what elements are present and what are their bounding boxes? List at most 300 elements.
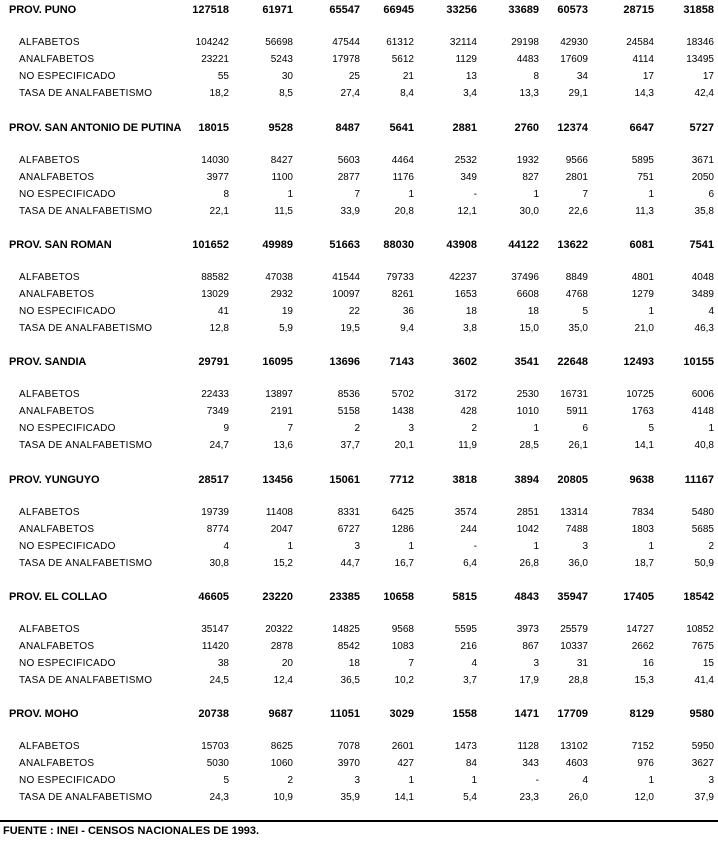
value-cell: 1 — [533, 189, 539, 200]
value-cell: 41,4 — [694, 675, 714, 686]
value-cell: 37496 — [511, 272, 539, 283]
row-label: TASA DE ANALFABETISMO — [19, 88, 153, 99]
total-cell: 20738 — [198, 708, 229, 720]
value-cell: 5911 — [566, 406, 588, 417]
value-cell: 40,8 — [694, 440, 714, 451]
value-cell: 15,0 — [519, 323, 539, 334]
value-cell: 3,8 — [463, 323, 477, 334]
value-cell: 21,0 — [634, 323, 654, 334]
value-cell: 104242 — [195, 37, 229, 48]
value-cell: 2532 — [454, 155, 477, 166]
value-cell: 2 — [287, 775, 293, 786]
value-cell: 10,2 — [394, 675, 414, 686]
value-cell: 34 — [576, 71, 588, 82]
value-cell: 88582 — [201, 272, 229, 283]
value-cell: 2530 — [516, 389, 539, 400]
value-cell: 7078 — [337, 741, 360, 752]
value-cell: 21 — [402, 71, 414, 82]
value-cell: 14030 — [201, 155, 229, 166]
value-cell: 36,5 — [340, 675, 360, 686]
value-cell: 2601 — [391, 741, 414, 752]
value-cell: 35,8 — [694, 206, 714, 217]
value-cell: 29198 — [511, 37, 539, 48]
total-cell: 9687 — [268, 708, 293, 720]
value-cell: 6006 — [691, 389, 714, 400]
value-cell: 7 — [354, 189, 360, 200]
value-cell: 1 — [471, 775, 477, 786]
total-cell: 10155 — [683, 356, 714, 368]
row-label: ANALFABETOS — [19, 641, 95, 652]
row-label: ALFABETOS — [19, 389, 80, 400]
value-cell: 35147 — [201, 624, 229, 635]
value-cell: 343 — [522, 758, 539, 769]
value-cell: 6 — [708, 189, 714, 200]
total-cell: 101652 — [192, 239, 229, 251]
province-block — [0, 2, 718, 119]
total-cell: 33256 — [446, 4, 477, 16]
value-cell: 1 — [408, 775, 414, 786]
value-cell: 3977 — [206, 172, 229, 183]
value-cell: 31 — [576, 658, 588, 669]
value-cell: 1100 — [271, 172, 293, 183]
value-cell: 42,4 — [694, 88, 714, 99]
value-cell: 5685 — [691, 524, 714, 535]
value-cell: 6 — [582, 423, 588, 434]
value-cell: 3 — [354, 541, 360, 552]
total-cell: 7541 — [689, 239, 714, 251]
total-cell: 66945 — [383, 4, 414, 16]
value-cell: 1128 — [517, 741, 539, 752]
value-cell: 1932 — [516, 155, 539, 166]
row-no-especificado — [0, 423, 718, 437]
value-cell: 5895 — [631, 155, 654, 166]
row-no-especificado — [0, 775, 718, 789]
value-cell: 12,1 — [457, 206, 477, 217]
value-cell: 44,7 — [340, 558, 360, 569]
value-cell: 11408 — [265, 507, 293, 518]
row-no-especificado — [0, 71, 718, 85]
value-cell: 4048 — [691, 272, 714, 283]
row-label: ALFABETOS — [19, 155, 80, 166]
value-cell: 18 — [527, 306, 539, 317]
value-cell: 24,3 — [209, 792, 229, 803]
total-cell: 13456 — [262, 474, 293, 486]
value-cell: 10725 — [626, 389, 654, 400]
row-analfabetos — [0, 172, 718, 186]
value-cell: 9,4 — [400, 323, 414, 334]
value-cell: 9568 — [391, 624, 414, 635]
value-cell: 23221 — [201, 54, 229, 65]
value-cell: 5243 — [270, 54, 293, 65]
province-name: PROV. MOHO — [9, 708, 79, 720]
value-cell: 4 — [582, 775, 588, 786]
value-cell: 5702 — [391, 389, 414, 400]
value-cell: 28,8 — [568, 675, 588, 686]
value-cell: 427 — [397, 758, 414, 769]
value-cell: 4 — [223, 541, 229, 552]
value-cell: 1 — [648, 775, 654, 786]
total-cell: 51663 — [329, 239, 360, 251]
total-cell: 12493 — [623, 356, 654, 368]
value-cell: 2191 — [270, 406, 293, 417]
value-cell: 4464 — [391, 155, 414, 166]
row-alfabetos — [0, 272, 718, 286]
row-label: ANALFABETOS — [19, 172, 95, 183]
value-cell: 13,6 — [273, 440, 293, 451]
value-cell: 2851 — [516, 507, 539, 518]
value-cell: 1 — [408, 541, 414, 552]
total-cell: 33689 — [508, 4, 539, 16]
total-cell: 17405 — [623, 591, 654, 603]
value-cell: 751 — [637, 172, 654, 183]
value-cell: 7675 — [691, 641, 714, 652]
value-cell: 13495 — [686, 54, 714, 65]
value-cell: 1083 — [391, 641, 414, 652]
value-cell: 14825 — [332, 624, 360, 635]
source-note: FUENTE : INEI - CENSOS NACIONALES DE 1993. — [3, 825, 260, 837]
province-name: PROV. SAN ROMAN — [9, 239, 112, 251]
total-cell: 23385 — [329, 591, 360, 603]
value-cell: 8331 — [337, 507, 360, 518]
value-cell: 1 — [708, 423, 714, 434]
value-cell: 20,8 — [394, 206, 414, 217]
value-cell: 1 — [533, 423, 539, 434]
value-cell: 1763 — [631, 406, 654, 417]
total-cell: 29791 — [198, 356, 229, 368]
value-cell: 13897 — [265, 389, 293, 400]
total-cell: 22648 — [557, 356, 588, 368]
row-analfabetos — [0, 289, 718, 303]
row-label: NO ESPECIFICADO — [19, 775, 116, 786]
value-cell: 8774 — [206, 524, 229, 535]
value-cell: 5 — [582, 306, 588, 317]
value-cell: 20,1 — [394, 440, 414, 451]
value-cell: 13,3 — [519, 88, 539, 99]
value-cell: 17,9 — [519, 675, 539, 686]
value-cell: 18,2 — [209, 88, 229, 99]
total-cell: 11167 — [684, 474, 714, 486]
total-cell: 18542 — [683, 591, 714, 603]
value-cell: 16 — [642, 658, 654, 669]
value-cell: 29,1 — [568, 88, 588, 99]
value-cell: 5595 — [454, 624, 477, 635]
value-cell: 36 — [402, 306, 414, 317]
value-cell: 1 — [648, 306, 654, 317]
total-cell: 3894 — [514, 474, 539, 486]
value-cell: 27,4 — [340, 88, 360, 99]
value-cell: 3 — [582, 541, 588, 552]
row-no-especificado — [0, 306, 718, 320]
value-cell: 18,7 — [634, 558, 654, 569]
province-total-row — [0, 708, 718, 722]
value-cell: 3489 — [691, 289, 714, 300]
row-label: TASA DE ANALFABETISMO — [19, 206, 153, 217]
value-cell: 30 — [281, 71, 293, 82]
value-cell: 11,3 — [635, 206, 654, 217]
value-cell: 1 — [408, 189, 414, 200]
value-cell: 5950 — [691, 741, 714, 752]
province-total-row — [0, 239, 718, 253]
total-cell: 2760 — [514, 122, 539, 134]
value-cell: 10,9 — [273, 792, 293, 803]
total-cell: 2881 — [452, 122, 477, 134]
value-cell: 1176 — [392, 172, 414, 183]
value-cell: 28,5 — [519, 440, 539, 451]
value-cell: 8536 — [337, 389, 360, 400]
row-analfabetos — [0, 406, 718, 420]
row-label: TASA DE ANALFABETISMO — [19, 323, 153, 334]
total-cell: 9528 — [268, 122, 293, 134]
value-cell: 867 — [522, 641, 539, 652]
value-cell: 3,4 — [463, 88, 477, 99]
total-cell: 28517 — [198, 474, 229, 486]
value-cell: 4801 — [631, 272, 654, 283]
value-cell: 7152 — [631, 741, 654, 752]
total-cell: 127518 — [192, 4, 229, 16]
value-cell: 7488 — [565, 524, 588, 535]
value-cell: 42930 — [560, 37, 588, 48]
row-analfabetos — [0, 641, 718, 655]
value-cell: 17609 — [560, 54, 588, 65]
value-cell: 3 — [354, 775, 360, 786]
total-cell: 65547 — [329, 4, 360, 16]
value-cell: 4768 — [565, 289, 588, 300]
value-cell: - — [473, 541, 477, 552]
province-name: PROV. YUNGUYO — [9, 474, 100, 486]
row-label: NO ESPECIFICADO — [19, 658, 116, 669]
value-cell: 18 — [465, 306, 477, 317]
value-cell: 2877 — [337, 172, 360, 183]
row-alfabetos — [0, 507, 718, 521]
value-cell: 14,3 — [634, 88, 654, 99]
value-cell: 37,7 — [340, 440, 360, 451]
value-cell: 5480 — [691, 507, 714, 518]
value-cell: 1 — [533, 541, 539, 552]
footer-rule — [0, 820, 718, 822]
value-cell: 5,9 — [279, 323, 293, 334]
total-cell: 6647 — [629, 122, 654, 134]
value-cell: 2662 — [631, 641, 654, 652]
total-cell: 5727 — [689, 122, 714, 134]
row-tasa-analfabetismo — [0, 88, 718, 102]
value-cell: 1 — [287, 541, 293, 552]
total-cell: 1471 — [514, 708, 539, 720]
value-cell: 26,0 — [568, 792, 588, 803]
row-alfabetos — [0, 155, 718, 169]
value-cell: 24,7 — [209, 440, 229, 451]
row-label: NO ESPECIFICADO — [19, 71, 116, 82]
province-name: PROV. PUNO — [9, 4, 77, 16]
value-cell: 4603 — [565, 758, 588, 769]
province-block — [0, 472, 718, 589]
value-cell: 15703 — [201, 741, 229, 752]
value-cell: 38 — [217, 658, 229, 669]
value-cell: 24584 — [626, 37, 654, 48]
value-cell: 32114 — [449, 37, 477, 48]
value-cell: 10097 — [332, 289, 360, 300]
value-cell: 12,4 — [273, 675, 293, 686]
value-cell: 7 — [582, 189, 588, 200]
value-cell: 7834 — [631, 507, 654, 518]
value-cell: 1803 — [631, 524, 654, 535]
value-cell: 2 — [354, 423, 360, 434]
row-analfabetos — [0, 758, 718, 772]
value-cell: 349 — [460, 172, 477, 183]
value-cell: 47544 — [332, 37, 360, 48]
value-cell: 30,0 — [519, 206, 539, 217]
row-label: NO ESPECIFICADO — [19, 541, 116, 552]
value-cell: 1438 — [391, 406, 414, 417]
row-tasa-analfabetismo — [0, 323, 718, 337]
value-cell: 4 — [708, 306, 714, 317]
value-cell: 3973 — [516, 624, 539, 635]
value-cell: 22 — [348, 306, 360, 317]
value-cell: 3574 — [454, 507, 477, 518]
value-cell: 13314 — [560, 507, 588, 518]
row-label: ALFABETOS — [19, 507, 80, 518]
total-cell: 3541 — [514, 356, 539, 368]
value-cell: 15,2 — [273, 558, 293, 569]
row-label: ALFABETOS — [19, 624, 80, 635]
total-cell: 28715 — [623, 4, 654, 16]
value-cell: 6425 — [391, 507, 414, 518]
value-cell: 13102 — [560, 741, 588, 752]
value-cell: 976 — [637, 758, 654, 769]
value-cell: 428 — [460, 406, 477, 417]
value-cell: 7 — [287, 423, 293, 434]
value-cell: 11,5 — [274, 206, 293, 217]
value-cell: 17 — [642, 71, 654, 82]
value-cell: 12,0 — [634, 792, 654, 803]
value-cell: 1279 — [631, 289, 654, 300]
value-cell: 24,5 — [209, 675, 229, 686]
total-cell: 13696 — [329, 356, 360, 368]
value-cell: 2050 — [691, 172, 714, 183]
total-cell: 1558 — [452, 708, 477, 720]
value-cell: 3627 — [691, 758, 714, 769]
total-cell: 46605 — [198, 591, 229, 603]
value-cell: 25579 — [560, 624, 588, 635]
total-cell: 18015 — [198, 122, 229, 134]
value-cell: 7 — [408, 658, 414, 669]
value-cell: 37,9 — [694, 792, 714, 803]
value-cell: 42237 — [449, 272, 477, 283]
total-cell: 60573 — [557, 4, 588, 16]
value-cell: 8542 — [337, 641, 360, 652]
value-cell: 5 — [648, 423, 654, 434]
province-total-row — [0, 474, 718, 488]
row-tasa-analfabetismo — [0, 792, 718, 806]
value-cell: 8427 — [270, 155, 293, 166]
value-cell: 2878 — [270, 641, 293, 652]
value-cell: 4148 — [691, 406, 714, 417]
value-cell: 47038 — [265, 272, 293, 283]
row-label: NO ESPECIFICADO — [19, 189, 116, 200]
total-cell: 16095 — [262, 356, 293, 368]
province-block — [0, 354, 718, 471]
value-cell: 26,8 — [519, 558, 539, 569]
value-cell: 3 — [533, 658, 539, 669]
value-cell: 22433 — [201, 389, 229, 400]
value-cell: 22,6 — [568, 206, 588, 217]
value-cell: - — [473, 189, 477, 200]
total-cell: 3602 — [452, 356, 477, 368]
total-cell: 10658 — [383, 591, 414, 603]
value-cell: 16731 — [560, 389, 588, 400]
value-cell: 6,4 — [463, 558, 477, 569]
row-tasa-analfabetismo — [0, 440, 718, 454]
value-cell: 30,8 — [209, 558, 229, 569]
value-cell: 33,9 — [340, 206, 360, 217]
row-label: ANALFABETOS — [19, 406, 95, 417]
province-total-row — [0, 4, 718, 18]
value-cell: 2047 — [270, 524, 293, 535]
row-label: TASA DE ANALFABETISMO — [19, 440, 153, 451]
value-cell: 13 — [465, 71, 477, 82]
value-cell: 8261 — [391, 289, 414, 300]
value-cell: 2 — [708, 541, 714, 552]
value-cell: 3671 — [691, 155, 714, 166]
value-cell: 13029 — [201, 289, 229, 300]
value-cell: 46,3 — [694, 323, 714, 334]
row-analfabetos — [0, 524, 718, 538]
total-cell: 3818 — [452, 474, 477, 486]
value-cell: 18346 — [686, 37, 714, 48]
province-block — [0, 589, 718, 706]
total-cell: 44122 — [508, 239, 539, 251]
value-cell: 11420 — [201, 641, 229, 652]
province-name: PROV. SAN ANTONIO DE PUTINA — [9, 122, 182, 134]
value-cell: 1010 — [516, 406, 539, 417]
value-cell: 3 — [708, 775, 714, 786]
total-cell: 8129 — [629, 708, 654, 720]
value-cell: 3,7 — [463, 675, 477, 686]
value-cell: 4 — [471, 658, 477, 669]
total-cell: 88030 — [383, 239, 414, 251]
total-cell: 20805 — [557, 474, 588, 486]
value-cell: 216 — [460, 641, 477, 652]
value-cell: 2801 — [565, 172, 588, 183]
row-no-especificado — [0, 189, 718, 203]
row-label: TASA DE ANALFABETISMO — [19, 558, 153, 569]
value-cell: 5030 — [206, 758, 229, 769]
row-label: ALFABETOS — [19, 741, 80, 752]
value-cell: 55 — [217, 71, 229, 82]
row-label: NO ESPECIFICADO — [19, 306, 116, 317]
total-cell: 7143 — [389, 356, 414, 368]
value-cell: 15 — [702, 658, 714, 669]
value-cell: 20 — [281, 658, 293, 669]
value-cell: 8625 — [270, 741, 293, 752]
total-cell: 5815 — [452, 591, 477, 603]
total-cell: 11051 — [330, 708, 360, 720]
value-cell: 8849 — [565, 272, 588, 283]
total-cell: 5641 — [389, 122, 414, 134]
value-cell: 4483 — [516, 54, 539, 65]
province-block — [0, 706, 718, 823]
value-cell: 20322 — [265, 624, 293, 635]
value-cell: 3172 — [454, 389, 477, 400]
value-cell: 2932 — [270, 289, 293, 300]
row-label: TASA DE ANALFABETISMO — [19, 675, 153, 686]
row-label: ANALFABETOS — [19, 524, 95, 535]
row-label: ANALFABETOS — [19, 758, 95, 769]
value-cell: - — [535, 775, 539, 786]
value-cell: 4114 — [632, 54, 654, 65]
row-label: ANALFABETOS — [19, 54, 95, 65]
value-cell: 26,1 — [568, 440, 588, 451]
value-cell: 8,4 — [400, 88, 414, 99]
